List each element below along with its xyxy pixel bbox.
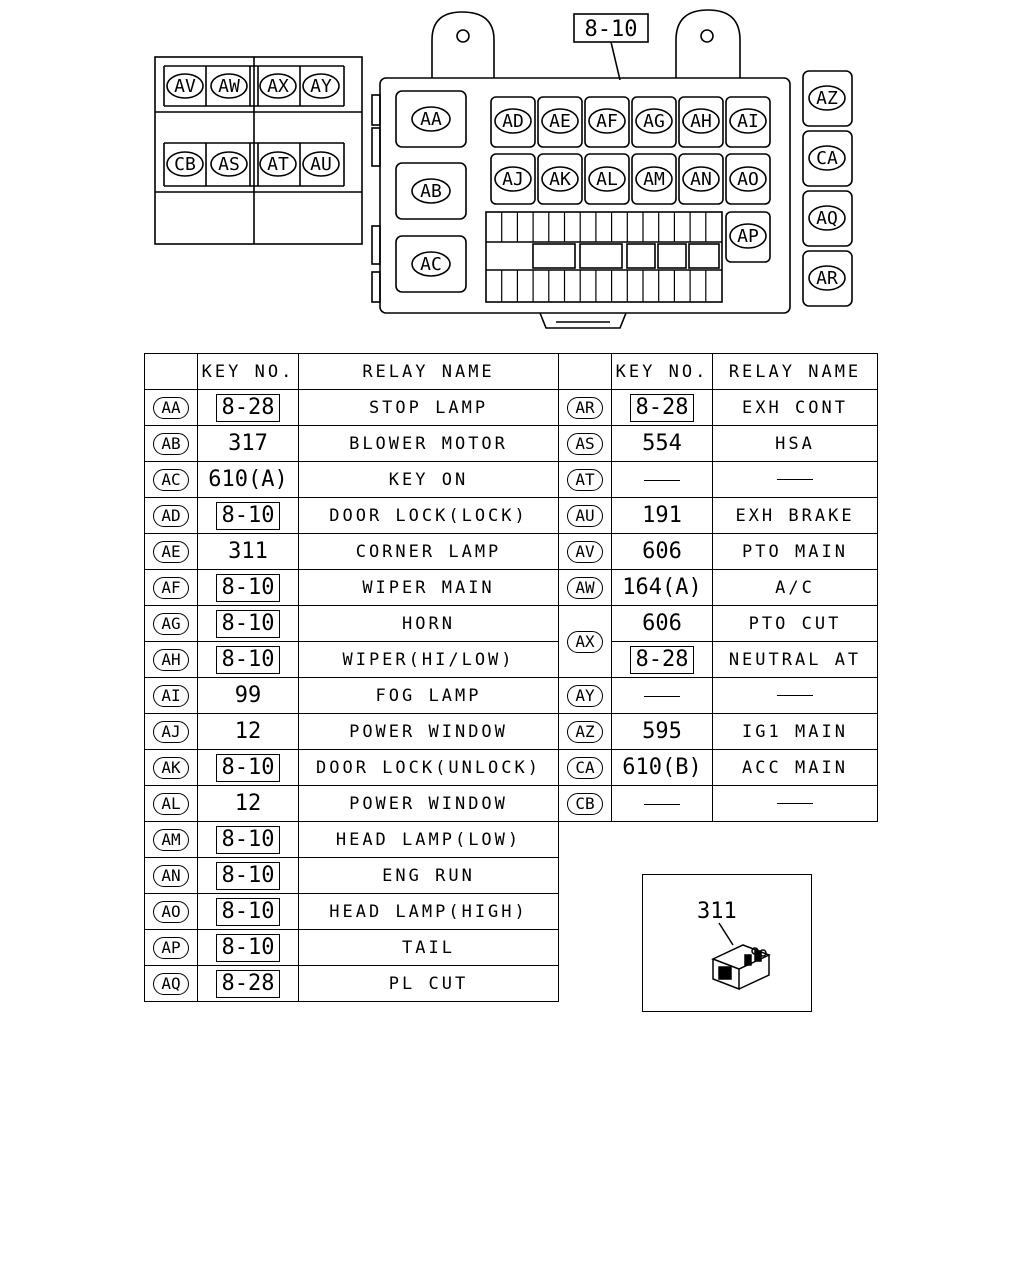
relay-label: AE [549, 111, 571, 132]
relay-ar [809, 266, 845, 290]
relay-au [303, 152, 339, 176]
relay-inset [642, 874, 812, 1012]
name-cell [713, 570, 878, 606]
relay-id-badge: AN [153, 865, 189, 887]
id-cell [145, 462, 198, 498]
header-key-no: KEY NO. [612, 354, 713, 390]
relay-id-badge: AZ [567, 721, 603, 743]
key-cell [198, 426, 299, 462]
relay-label: AZ [816, 88, 838, 109]
name-cell [713, 534, 878, 570]
relay-id-badge: AK [153, 757, 189, 779]
relay-ca [809, 146, 845, 170]
name-cell [299, 930, 559, 966]
name-cell [299, 498, 559, 534]
key-number: 317 [228, 431, 268, 456]
relay-label: AX [267, 76, 289, 97]
key-cell [198, 390, 299, 426]
id-cell [145, 534, 198, 570]
relay-label: AY [310, 76, 332, 97]
table-row [145, 642, 878, 678]
key-number: 12 [234, 791, 262, 816]
relay-id-badge: AV [567, 541, 603, 563]
relay-id-badge: AO [153, 901, 189, 923]
key-cell [198, 606, 299, 642]
relay-ax [260, 74, 296, 98]
relay-label: AT [267, 154, 289, 175]
relay-label: AO [737, 169, 759, 190]
table-row [145, 714, 878, 750]
relay-label: AV [174, 76, 196, 97]
id-cell [559, 390, 612, 426]
relay-name: POWER WINDOW [349, 721, 508, 742]
empty-dash [644, 480, 680, 481]
name-cell [299, 642, 559, 678]
name-cell [299, 822, 559, 858]
key-cell [612, 390, 713, 426]
relay-id-badge: AT [567, 469, 603, 491]
relay-label: AC [420, 254, 442, 275]
relay-id-badge: AI [153, 685, 189, 707]
relay-name: WIPER MAIN [362, 577, 495, 598]
name-cell [299, 462, 559, 498]
relay-am [636, 167, 672, 191]
key-number: 8-10 [216, 502, 281, 530]
relay-name: HORN [402, 613, 455, 634]
relay-ae [542, 109, 578, 133]
relay-label: CA [816, 148, 838, 169]
relay-id-badge: AS [567, 433, 603, 455]
relay-aw [211, 74, 247, 98]
header-relay-name: RELAY NAME [713, 354, 878, 390]
relay-id-badge: AU [567, 505, 603, 527]
header-relay-name: RELAY NAME [299, 354, 559, 390]
relay-name: HSA [775, 433, 815, 454]
key-cell [198, 678, 299, 714]
relay-ac [412, 252, 450, 276]
relay-az [809, 86, 845, 110]
header-id-cell [145, 354, 198, 390]
key-number: 8-10 [216, 574, 281, 602]
relay-label: AQ [816, 208, 838, 229]
relay-as [211, 152, 247, 176]
relay-name: POWER WINDOW [349, 793, 508, 814]
relay-id-badge: AR [567, 397, 603, 419]
relay-name: STOP LAMP [368, 397, 489, 418]
key-cell [612, 570, 713, 606]
name-cell [299, 894, 559, 930]
table-row [145, 606, 878, 642]
key-number: 99 [234, 683, 262, 708]
id-cell [145, 714, 198, 750]
key-cell [198, 570, 299, 606]
empty-dash [777, 695, 813, 696]
relay-label: AU [310, 154, 332, 175]
name-cell [299, 966, 559, 1002]
id-cell [145, 966, 198, 1002]
id-cell [145, 606, 198, 642]
relay-id-badge: AH [153, 649, 189, 671]
relay-ag [636, 109, 672, 133]
key-number: 8-10 [216, 754, 281, 782]
key-cell [612, 714, 713, 750]
relay-label: AD [502, 111, 524, 132]
relay-ay [303, 74, 339, 98]
table-row [145, 462, 878, 498]
name-cell [299, 714, 559, 750]
relay-label: AM [643, 169, 665, 190]
name-cell [299, 858, 559, 894]
id-cell [145, 858, 198, 894]
header-key-no: KEY NO. [198, 354, 299, 390]
relay-al [589, 167, 625, 191]
relay-name: NEUTRAL AT [728, 649, 862, 670]
key-number: 8-10 [216, 934, 281, 962]
key-number: 610(A) [208, 467, 288, 492]
key-cell [198, 894, 299, 930]
key-cell [198, 534, 299, 570]
name-cell [299, 678, 559, 714]
relay-label: AA [420, 109, 442, 130]
relay-ab [412, 179, 450, 203]
key-number: 8-10 [216, 826, 281, 854]
empty-dash [777, 479, 813, 480]
name-cell [299, 570, 559, 606]
relay-box-diagram [0, 0, 1024, 345]
id-cell [559, 714, 612, 750]
relay-name: EXH CONT [742, 397, 848, 418]
table-row [145, 534, 878, 570]
relay-id-badge: AY [567, 685, 603, 707]
relay-name: KEY ON [388, 469, 469, 490]
key-number: 164(A) [622, 575, 702, 600]
key-cell [612, 498, 713, 534]
name-cell [713, 750, 878, 786]
id-cell [559, 606, 612, 678]
relay-id-badge: AC [153, 469, 189, 491]
key-number: 311 [228, 539, 268, 564]
relay-name: TAIL [402, 937, 455, 958]
name-cell [713, 390, 878, 426]
empty-dash [644, 804, 680, 805]
relay-name: BLOWER MOTOR [349, 433, 508, 454]
relay-label: AL [596, 169, 618, 190]
id-cell [145, 786, 198, 822]
id-cell [559, 462, 612, 498]
key-number: 8-28 [216, 394, 281, 422]
name-cell [713, 426, 878, 462]
relay-label: AW [218, 76, 240, 97]
key-number: 12 [234, 719, 262, 744]
key-number: 606 [642, 539, 682, 564]
id-cell [559, 678, 612, 714]
id-cell [145, 894, 198, 930]
key-cell [198, 462, 299, 498]
id-cell [145, 822, 198, 858]
key-cell [612, 642, 713, 678]
key-number: 610(B) [622, 755, 702, 780]
table-header-row [145, 354, 878, 390]
name-cell [713, 714, 878, 750]
relay-id-badge: AP [153, 937, 189, 959]
key-cell [612, 426, 713, 462]
name-cell [713, 498, 878, 534]
id-cell [559, 426, 612, 462]
relay-name: FOG LAMP [375, 685, 482, 706]
name-cell [713, 786, 878, 822]
key-cell [198, 750, 299, 786]
key-number: 606 [642, 611, 682, 636]
key-cell [198, 642, 299, 678]
relay-name: PL CUT [388, 973, 469, 994]
callout-label: 8-10 [584, 17, 638, 42]
key-cell [198, 930, 299, 966]
relay-name: DOOR LOCK(LOCK) [329, 505, 528, 526]
table-row [145, 390, 878, 426]
key-cell [612, 606, 713, 642]
name-cell [299, 786, 559, 822]
name-cell [713, 678, 878, 714]
relay-ap [730, 224, 766, 248]
key-cell [198, 786, 299, 822]
relay-label: AJ [502, 169, 524, 190]
key-cell [198, 858, 299, 894]
relay-label: AP [737, 226, 759, 247]
name-cell [713, 642, 878, 678]
table-row [145, 822, 878, 858]
key-number: 191 [642, 503, 682, 528]
table-row [145, 678, 878, 714]
id-cell [145, 642, 198, 678]
inset-label: 311 [697, 899, 737, 924]
key-number: 8-28 [630, 394, 695, 422]
relay-id-badge: AL [153, 793, 189, 815]
relay-name: HEAD LAMP(HIGH) [329, 901, 528, 922]
key-cell [612, 534, 713, 570]
key-number: 8-10 [216, 862, 281, 890]
id-cell [559, 534, 612, 570]
relay-id-badge: AG [153, 613, 189, 635]
key-number: 8-28 [630, 646, 695, 674]
table-row [145, 498, 878, 534]
relay-name: PTO MAIN [742, 541, 848, 562]
relay-aj [495, 167, 531, 191]
table-row [145, 786, 878, 822]
relay-av [167, 74, 203, 98]
empty-dash [644, 696, 680, 697]
id-cell [145, 930, 198, 966]
relay-label: AN [690, 169, 712, 190]
relay-ao [730, 167, 766, 191]
id-cell [559, 750, 612, 786]
relay-label: AH [690, 111, 712, 132]
relay-id-badge: AB [153, 433, 189, 455]
header-id-cell [559, 354, 612, 390]
key-cell [198, 966, 299, 1002]
relay-an [683, 167, 719, 191]
key-cell [198, 498, 299, 534]
relay-aq [809, 206, 845, 230]
relay-name: IG1 MAIN [742, 721, 848, 742]
relay-label: AR [816, 268, 838, 289]
relay-label: AK [549, 169, 571, 190]
relay-id-badge: AQ [153, 973, 189, 995]
name-cell [713, 462, 878, 498]
id-cell [145, 750, 198, 786]
relay-label: AI [737, 111, 759, 132]
name-cell [299, 750, 559, 786]
relay-id-badge: AF [153, 577, 189, 599]
relay-id-badge: AE [153, 541, 189, 563]
key-cell [612, 750, 713, 786]
name-cell [299, 606, 559, 642]
name-cell [299, 534, 559, 570]
relay-id-badge: CB [567, 793, 603, 815]
id-cell [145, 426, 198, 462]
relay-id-badge: AJ [153, 721, 189, 743]
id-cell [145, 390, 198, 426]
relay-name: ENG RUN [382, 865, 475, 886]
relay-name: DOOR LOCK(UNLOCK) [316, 757, 541, 778]
name-cell [299, 390, 559, 426]
relay-name: WIPER(HI/LOW) [342, 649, 515, 670]
relay-label: CB [174, 154, 196, 175]
key-number: 595 [642, 719, 682, 744]
relay-label: AS [218, 154, 240, 175]
key-cell [198, 714, 299, 750]
id-cell [559, 498, 612, 534]
id-cell [145, 498, 198, 534]
relay-name: HEAD LAMP(LOW) [335, 829, 522, 850]
table-row [145, 570, 878, 606]
key-number: 8-10 [216, 610, 281, 638]
key-cell [612, 462, 713, 498]
table-row [145, 426, 878, 462]
id-cell [145, 570, 198, 606]
relay-name: PTO CUT [748, 613, 842, 634]
relay-name: A/C [775, 577, 815, 598]
empty-cell [559, 822, 878, 858]
relay-icon [643, 875, 813, 1013]
relay-ad [495, 109, 531, 133]
relay-ai [730, 109, 766, 133]
relay-ak [542, 167, 578, 191]
relay-name: CORNER LAMP [355, 541, 502, 562]
key-cell [198, 822, 299, 858]
key-number: 8-28 [216, 970, 281, 998]
relay-label: AF [596, 111, 618, 132]
name-cell [299, 426, 559, 462]
key-number: 8-10 [216, 646, 281, 674]
relay-name: EXH BRAKE [735, 505, 855, 526]
key-cell [612, 678, 713, 714]
relay-cb [167, 152, 203, 176]
relay-id-badge: AA [153, 397, 189, 419]
key-number: 554 [642, 431, 682, 456]
name-cell [713, 606, 878, 642]
empty-dash [777, 803, 813, 804]
relay-name: ACC MAIN [742, 757, 848, 778]
relay-ah [683, 109, 719, 133]
relay-at [260, 152, 296, 176]
key-number: 8-10 [216, 898, 281, 926]
table-row [145, 750, 878, 786]
id-cell [559, 786, 612, 822]
relay-af [589, 109, 625, 133]
relay-aa [412, 107, 450, 131]
relay-id-badge: AW [567, 577, 603, 599]
id-cell [559, 570, 612, 606]
id-cell [145, 678, 198, 714]
relay-id-badge: AX [567, 631, 603, 653]
relay-id-badge: AM [153, 829, 189, 851]
relay-label: AG [643, 111, 665, 132]
relay-label: AB [420, 181, 442, 202]
relay-id-badge: CA [567, 757, 603, 779]
key-cell [612, 786, 713, 822]
relay-id-badge: AD [153, 505, 189, 527]
